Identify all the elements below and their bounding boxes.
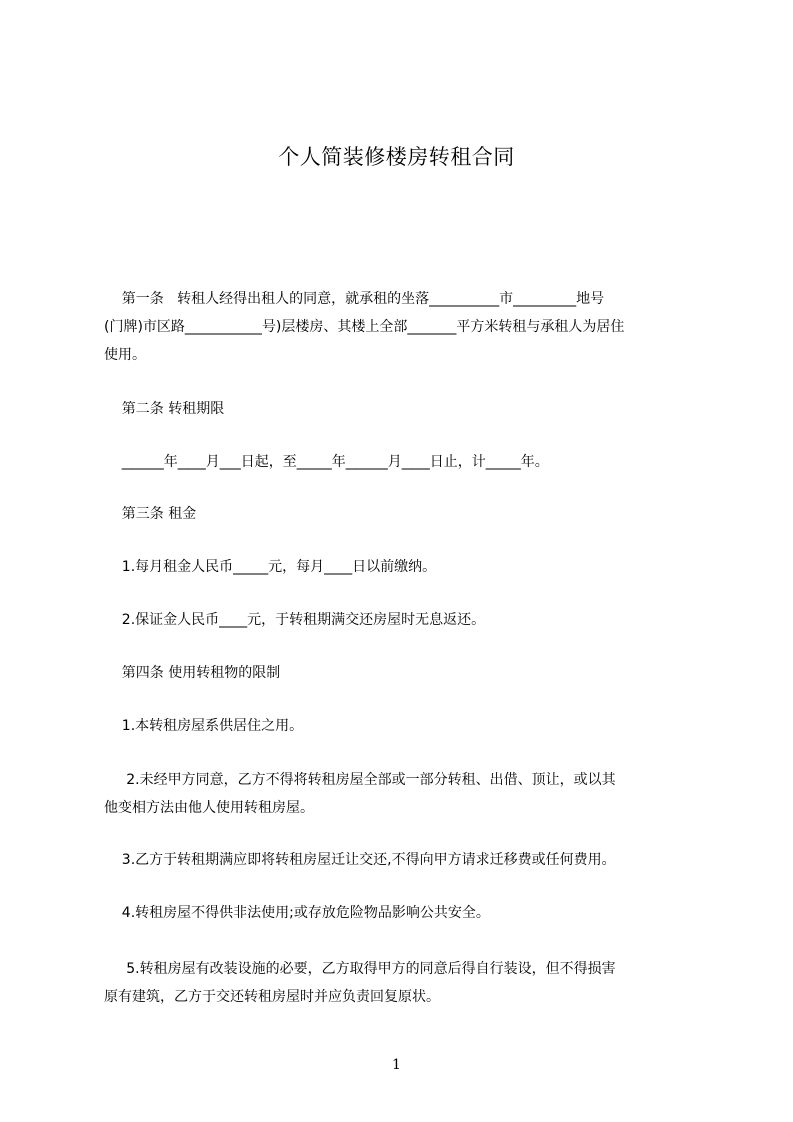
article-3-heading: 第三条 租金 (104, 506, 197, 522)
article-3-item-2: 2.保证金人民币____元，于转租期满交还房屋时无息返还。 (104, 612, 486, 628)
article-4-item-1: 1.本转租房屋系供居住之用。 (104, 718, 304, 734)
article-1-line-2: (门牌)市区路___________号)层楼房、其楼上全部_______平方米转租与承租人为居住 (104, 319, 625, 335)
article-3-item-1: 1.每月租金人民币_____元，每月____日以前缴纳。 (104, 559, 437, 575)
article-4-heading: 第四条 使用转租物的限制 (104, 665, 281, 681)
article-4-item-2-line-1: 2.未经甲方同意，乙方不得将转租房屋全部或一部分转租、出借、顶让，或以其 (104, 772, 616, 788)
article-1-line-3: 使用。 (104, 347, 146, 363)
article-2-heading: 第二条 转租期限 (104, 401, 225, 417)
article-1 (104, 285, 704, 369)
article-4-item-5 (104, 955, 704, 1011)
document-title: 个人简装修楼房转租合同 (278, 145, 515, 169)
page-number: 1 (392, 1057, 401, 1073)
article-4-item-3: 3.乙方于转租期满应即将转租房屋迁让交还,不得向甲方请求迁移费或任何费用。 (104, 852, 616, 868)
article-4-item-5-line-2: 原有建筑，乙方于交还转租房屋时并应负责回复原状。 (104, 989, 440, 1005)
article-4-item-2-line-2: 他变相方法由他人使用转租房屋。 (104, 800, 314, 816)
article-1-line-1: 第一条 转租人经得出租人的同意，就承租的坐落__________市_________地号 (104, 291, 605, 307)
article-2-body: ______年____月___日起，至_____年______月____日止，计_____年。 (104, 454, 549, 470)
article-4-item-5-line-1: 5.转租房屋有改装设施的必要，乙方取得甲方的同意后得自行装设，但不得损害 (104, 961, 616, 977)
article-4-item-4: 4.转租房屋不得供非法使用;或存放危险物品影响公共安全。 (104, 905, 490, 921)
article-4-item-2 (104, 766, 704, 822)
